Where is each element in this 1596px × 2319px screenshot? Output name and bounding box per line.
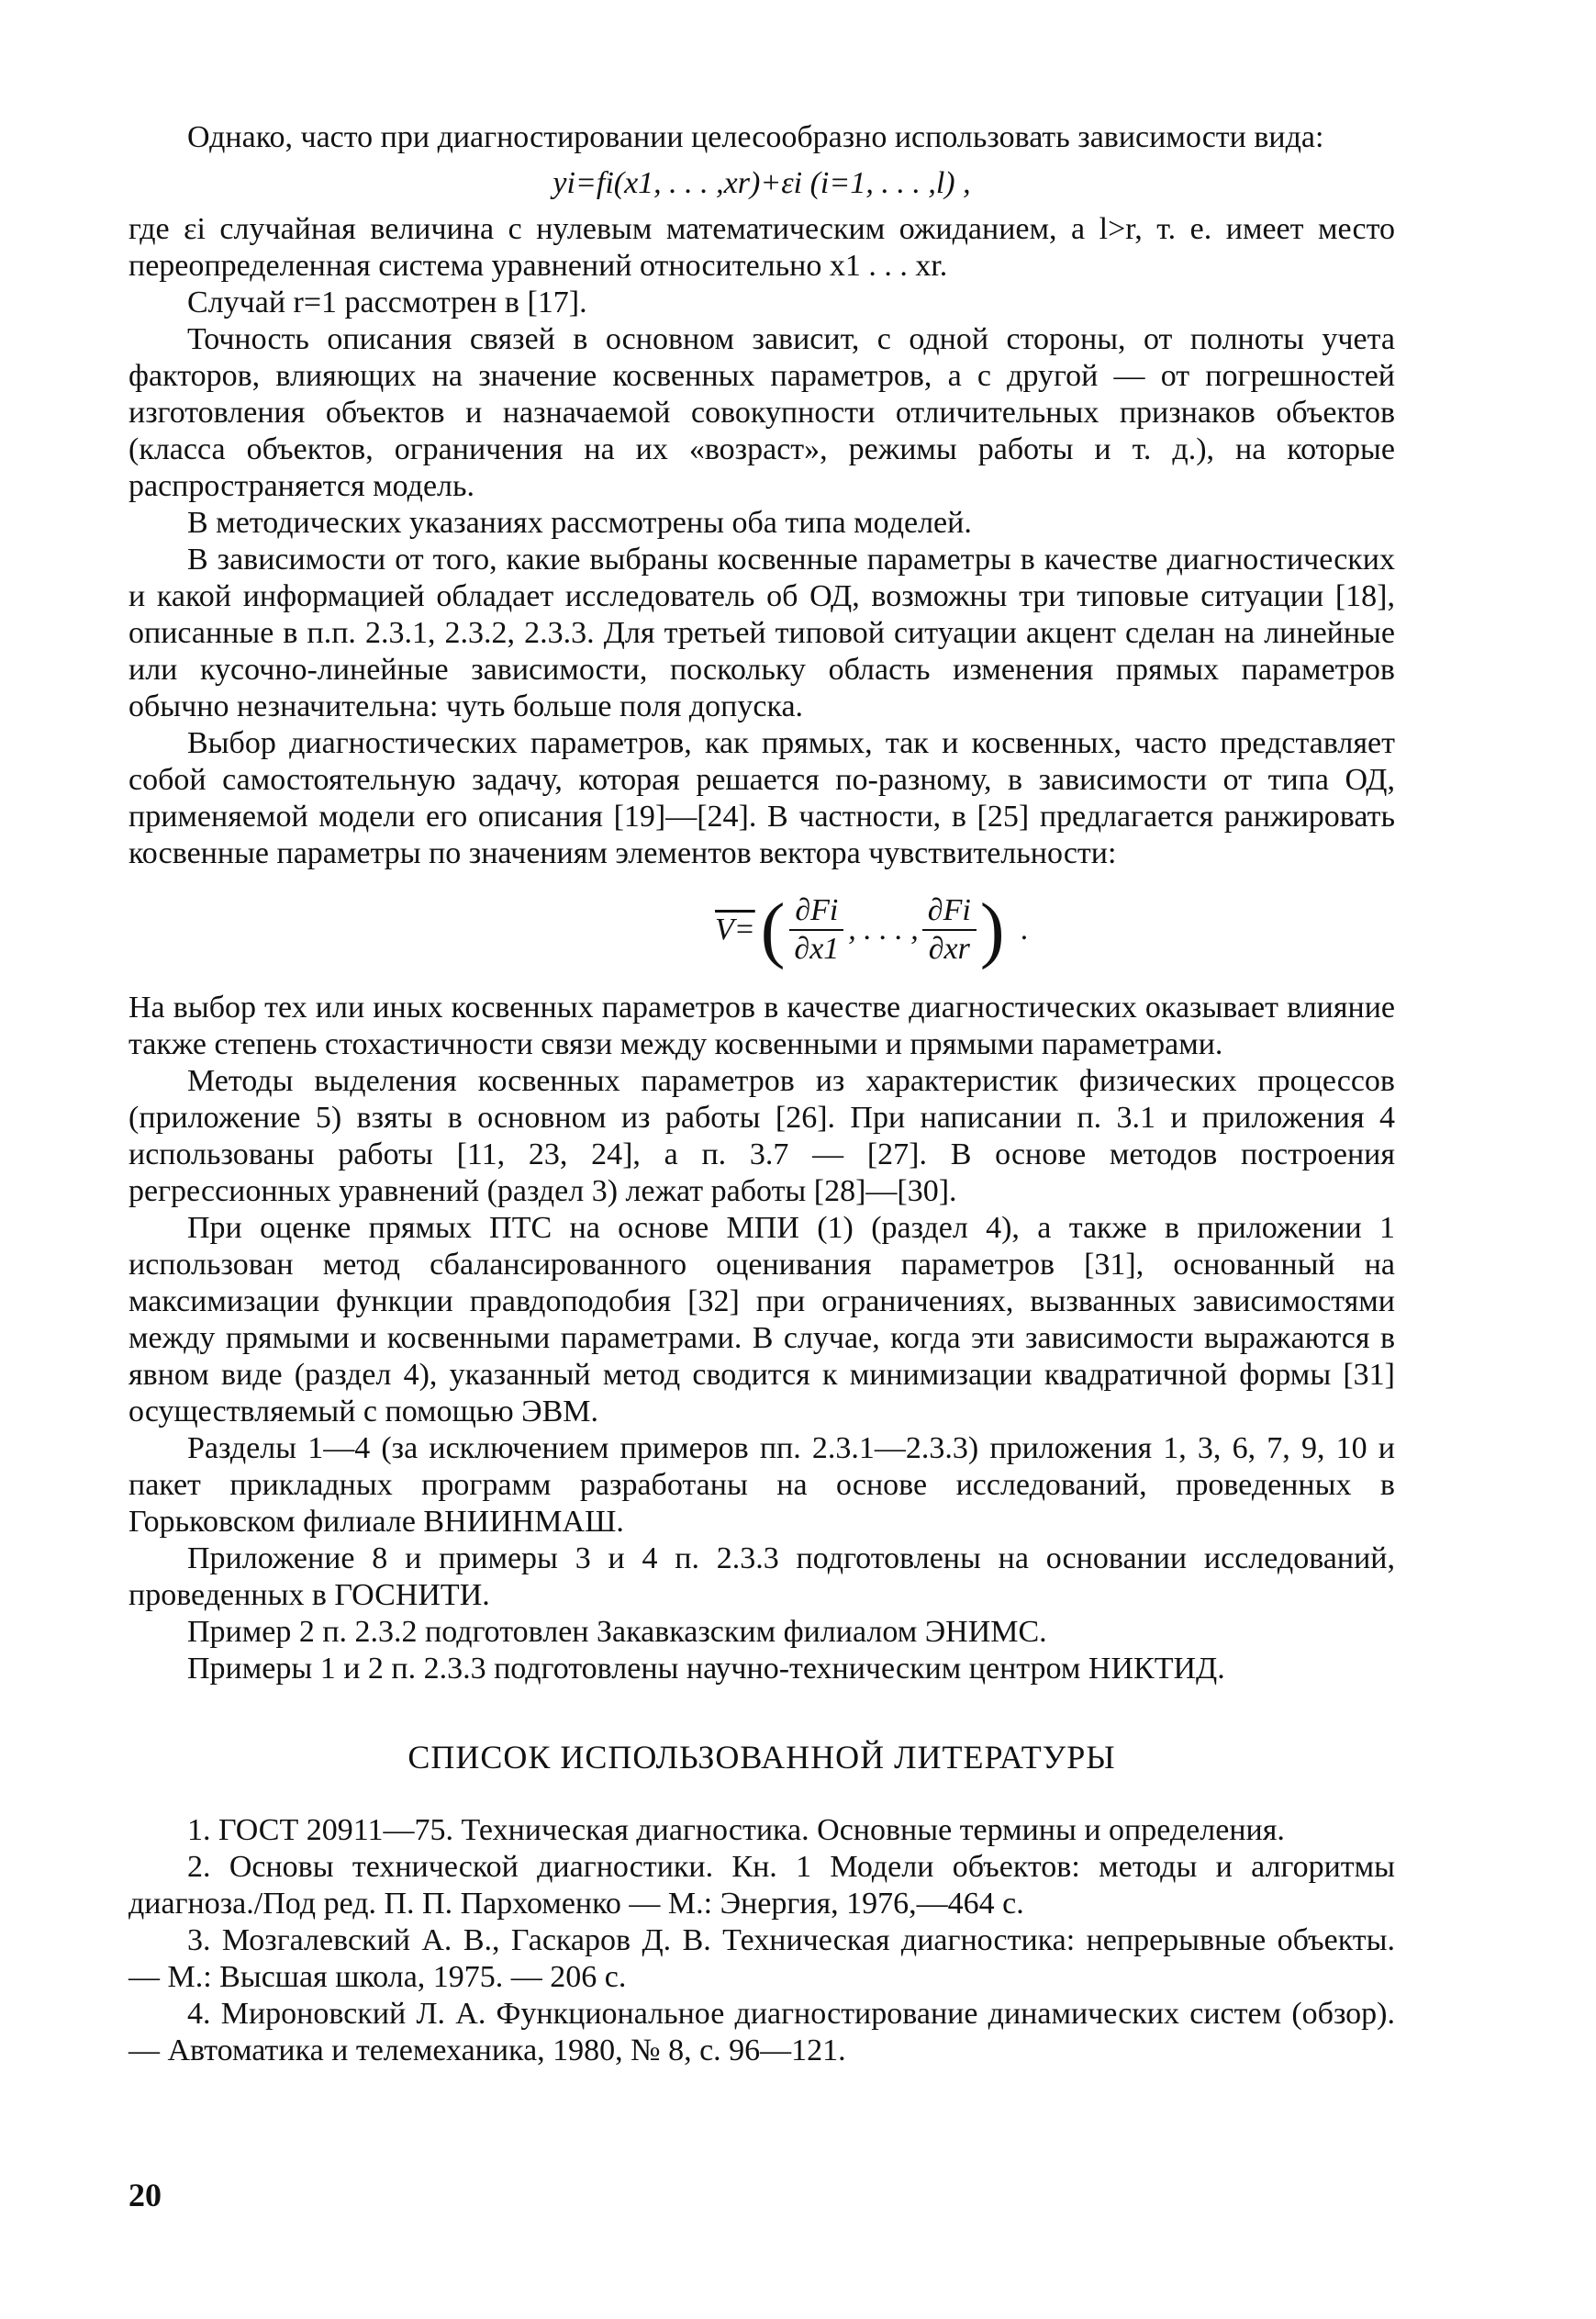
formula-regression: yi=fi(x1, . . . ,xr)+εi (i=1, . . . ,l) , [552,166,971,200]
fraction-denominator: ∂x1 [794,932,840,966]
reference-item: 1. ГОСТ 20911—75. Техническая диагностика. Основные термины и определения. [187,1813,1285,1847]
paragraph: Примеры 1 и 2 п. 2.3.3 подготовлены научно-техническим центром НИКТИД. [187,1652,1225,1686]
reference-item: 4. Мироновский Л. А. Функциональное диагностирование динамических систем (обзор). — Автоматика и телемеханика, 1980, № 8, с. 96—121. [128,1997,1395,2067]
fraction-numerator: ∂Fi [789,892,843,931]
paragraph: Пример 2 п. 2.3.2 подготовлен Закавказским филиалом ЭНИМС. [187,1615,1047,1649]
formula-paren-close: ) [979,890,1005,970]
formula-fraction [922,892,977,968]
formula-paren-open: ( [760,890,786,970]
formula-lhs: V= [715,913,755,947]
paragraph: Точность описания связей в основном зависит, с одной стороны, от полноты учета факторов, влияющих на значение косвенных параметров, а с другой — от погрешностей изготовления объектов и назначаемой совокупности отличительных признаков объектов (класса объектов, ограничения на их «возраст», режимы работы и т. д.), на которые распространяется модель. [128,322,1395,503]
paragraph: При оценке прямых ПТС на основе МПИ (1) (раздел 4), а также в приложении 1 использован метод сбалансированного оценивания параметров [31], основанный на максимизации функции правдоподобия [32] при ограничениях, вызванных зависимостями между прямыми и косвенными параметрами. В случае, когда эти зависимости выражаются в явном виде (раздел 4), указанный метод сводится к минимизации квадратичной формы [31] осуществляемый с помощью ЭВМ. [128,1211,1395,1428]
paragraph: где εi случайная величина с нулевым математическим ожиданием, а l>r, т. е. имеет место переопределенная система уравнений относительно x1 . . . xr. [128,212,1395,283]
paragraph: Случай r=1 рассмотрен в [17]. [187,286,587,319]
formula-tail: . [1021,913,1029,947]
formula-fraction [788,892,844,968]
page-number: 20 [128,2177,162,2213]
fraction-denominator: ∂xr [928,932,970,966]
formula-sensitivity-vector [349,879,1395,980]
paragraph: Приложение 8 и примеры 3 и 4 п. 2.3.3 подготовлены на основании исследований, проведенных в ГОСНИТИ. [128,1541,1395,1612]
formula-separator: , . . . , [848,913,919,947]
paragraph: В зависимости от того, какие выбраны косвенные параметры в качестве диагностических и какой информацией обладает исследователь об ОД, возможны три типовые ситуации [18], описанные в п.п. 2.3.1, 2.3.2, 2.3.3. Для третьей типовой ситуации акцент сделан на линейные или кусочно-линейные зависимости, поскольку область изменения прямых параметров обычно незначительна: чуть больше поля допуска. [128,543,1395,723]
reference-item: 2. Основы технической диагностики. Кн. 1 Модели объектов: методы и алгоритмы диагноза./Под ред. П. П. Пархоменко — М.: Энергия, 1976,—464 с. [128,1850,1395,1921]
page-content [128,119,1395,2069]
paragraph: Однако, часто при диагностировании целесообразно использовать зависимости вида: [187,120,1324,154]
paragraph: Разделы 1—4 (за исключением примеров пп. 2.3.1—2.3.3) приложения 1, 3, 6, 7, 9, 10 и пакет прикладных программ разработаны на основе исследований, проведенных в Горьковском филиале ВНИИНМАШ. [128,1431,1395,1539]
paragraph: Методы выделения косвенных параметров из характеристик физических процессов (приложение 5) взяты в основном из работы [26]. При написании п. 3.1 и приложения 4 использованы работы [11, 23, 24], а п. 3.7 — [27]. В основе методов построения регрессионных уравнений (раздел 3) лежат работы [28]—[30]. [128,1064,1395,1208]
reference-item: 3. Мозгалевский А. В., Гаскаров Д. В. Техническая диагностика: непрерывные объекты. — М.: Высшая школа, 1975. — 206 с. [128,1923,1395,1994]
fraction-numerator: ∂Fi [922,892,977,931]
paragraph: В методических указаниях рассмотрены оба типа моделей. [187,506,972,540]
paragraph: Выбор диагностических параметров, как прямых, так и косвенных, часто представляет собой самостоятельную задачу, которая решается по-разному, в зависимости от типа ОД, применяемой модели его описания [19]—[24]. В частности, в [25] предлагается ранжировать косвенные параметры по значениям элементов вектора чувствительности: [128,726,1395,870]
section-heading: СПИСОК ИСПОЛЬЗОВАННОЙ ЛИТЕРАТУРЫ [407,1739,1116,1776]
paragraph: На выбор тех или иных косвенных параметров в качестве диагностических оказывает влияние также степень стохастичности связи между косвенными и прямыми параметрами. [128,991,1395,1061]
